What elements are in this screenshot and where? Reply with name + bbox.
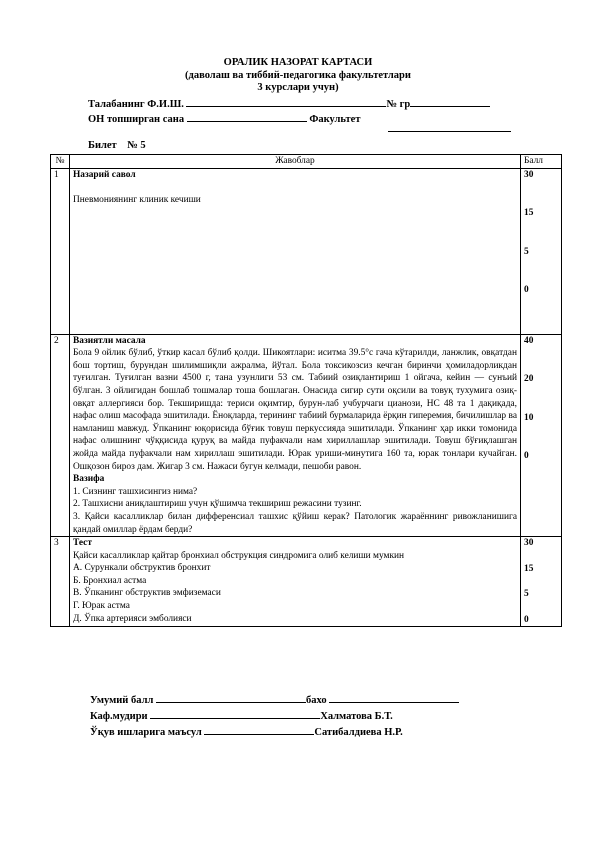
col-header-number: № [51,155,70,169]
score: 0 [524,614,529,625]
head-signature-line [90,709,393,722]
score: 40 [524,335,534,346]
ticket-number: № 5 [127,140,146,151]
test-option: Г. Юрак астма [73,601,130,612]
ticket-label: Билет [88,140,117,151]
student-label: Талабанинг Ф.И.Ш. [88,99,184,110]
table-row [51,168,562,334]
col-header-ball: Балл [521,155,562,169]
test-option: В. Ўпканинг обструктив эмфиземаси [73,588,221,599]
task-item: 3. Қайси касалликлар билан дифференсиал ташхис қўйиш керак? Патологик жараённинг ривожланишига қандай омиллар ёрдам берди? [73,511,517,535]
answers-table [50,154,562,627]
total-label: Умумий балл [90,695,154,706]
faculty-field [388,131,511,132]
score: 5 [524,589,529,600]
course-line: 3 курслари учун) [257,82,339,93]
table-row [51,537,562,627]
row-content [70,537,521,627]
test-option: Д. Ўпка артерияси эмболияси [73,613,192,624]
col-header-answers: Жавоблар [70,155,521,169]
row-content [70,334,521,537]
responsible-signature-field [204,725,314,735]
head-name: Халматова Б.Т. [320,711,393,722]
student-line [88,97,490,111]
row-number: 2 [51,334,70,537]
date-field [187,112,307,122]
score: 10 [524,412,534,423]
test-option: А. Сурункали обструктив бронхит [73,563,211,574]
case-heading: Вазиятли масала [73,335,146,346]
score: 0 [524,285,529,296]
document-title: ОРАЛИК НАЗОРАТ КАРТАСИ [223,57,373,68]
score: 20 [524,374,534,385]
score: 30 [524,538,534,549]
responsible-label: Ўқув ишларига маъсул [90,727,202,738]
row-scores [521,537,562,627]
group-field [410,97,490,107]
responsible-signature-line [90,725,403,738]
row-scores [521,334,562,537]
head-signature-field [150,709,320,719]
faculty-label: Факультет [309,114,361,125]
theory-heading: Назарий савол [73,169,136,180]
row-number: 1 [51,168,70,334]
test-option: Б. Бронхиал астма [73,575,147,586]
row-number: 3 [51,537,70,627]
test-heading: Тест [73,538,92,549]
table-header-row [51,155,562,169]
task-heading: Вазифа [73,474,105,485]
date-label: ОН топширган сана [88,114,185,125]
responsible-name: Сатибалдиева Н.Р. [314,727,403,738]
row-content [70,168,521,334]
score: 5 [524,246,529,257]
case-text: Бола 9 ойлик бўлиб, ўткир касал бўлиб қолди. Шикоятлари: иситма 39.5°с гача кўтарилди, ланжлик, овқатдан бош тортиш, бурундан шилимшиқли ажралма, йўтал. Бола токсикозсиз кечган биринчи ҳомиладорликдан туғилган. Туғилган вазни 4500 г, тана узунлиги 53 см. Табиий озиқлантириш 1 ойгача, кейин — сунъий бўлган. 3 ойлигидан бошлаб тошмалар тоша бошлаган. Онасида сигир сути оқсили ва товуқ тухумига озиқ-овқат аллергияси бор. Текширишда: териси оқимтир, бурун-лаб учбурчаги цианози, НС 48 та 1 дақиқада, нафас олиш масофада эшитилади. Ёноқларда, терининг табиий бурмаларида ёрқин гиперемия, бичилишлар ва намланиш мавжуд. Ўпканинг юқорисида бўғик товуш перкуссияда эшитилади. Ўпканинг ҳар икки томонида нафас олишнинг чўққисида қуруқ ва майда пуфакчали нам хириллашлар эшитилади. Товуш бўғиқлашган жойда майда пуфакчали нам хириллаш эшитилади. Юрак уриши-минутига 160 та, юрак тонлари кучайган. Ошқозон бироз дам. Жигар 3 см. Нажаси бугун келмади, пешоби равон. [73,348,517,472]
grade-label: бахо [305,695,327,706]
score: 15 [524,563,534,574]
document-title-block [0,57,596,95]
score: 0 [524,451,529,462]
row-scores [521,168,562,334]
test-question: Қайси касалликлар қайтар бронхиал обструкция синдромига олиб келиши мумкин [73,550,405,561]
task-item: 1. Сизнинг ташхисингиз нима? [73,486,198,497]
total-field [156,693,306,703]
document-subtitle: (даволаш ва тиббий-педагогика факультетлари [185,69,411,81]
total-score-line [90,693,459,706]
grade-field [329,693,459,703]
theory-question: Пневмониянинг клиник кечиши [73,195,201,206]
date-line [88,112,361,126]
task-item: 2. Ташхисни аниқлаштириш учун қўшимча текшириш режасини тузинг. [73,499,362,510]
table-row [51,334,562,537]
score: 30 [524,169,534,180]
score: 15 [524,208,534,219]
ticket-line [88,140,146,152]
group-label: № гр [386,99,411,110]
student-name-field [186,97,386,107]
head-label: Каф.мудири [90,711,148,722]
